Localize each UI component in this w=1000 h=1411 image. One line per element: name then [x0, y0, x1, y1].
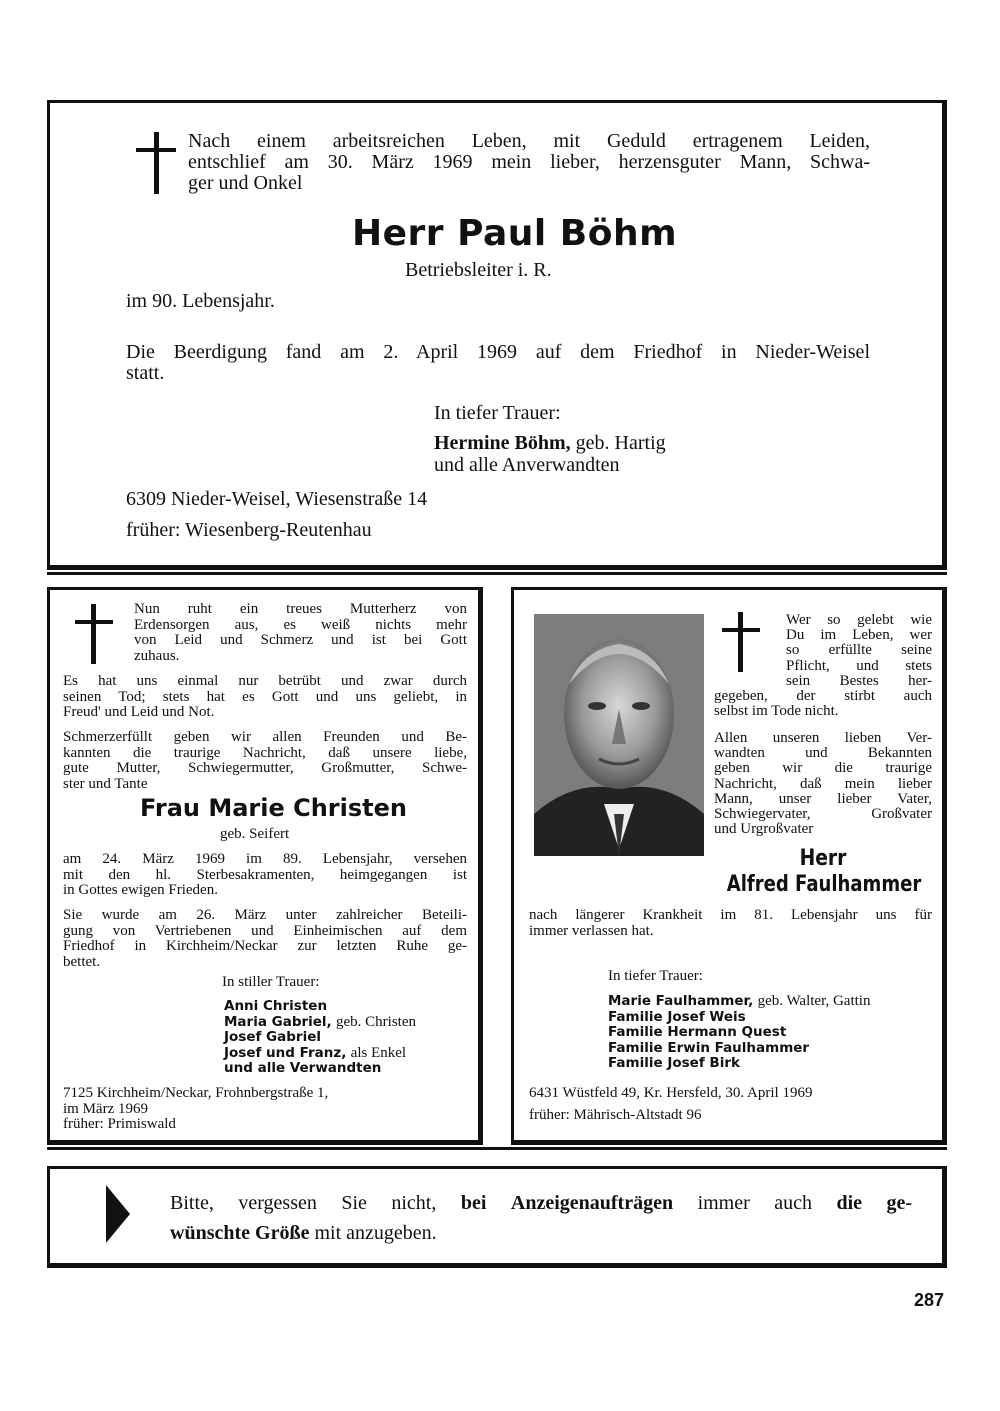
mourner-line: Hermine Böhm, geb. Hartig: [434, 432, 666, 454]
burial-text: Die Beerdigung fand am 2. April 1969 auf dem Friedhof in Nieder-Weisel statt.: [126, 341, 870, 384]
notice1-intro: Nach einem arbeitsreichen Leben, mit Geduld ertragenem Leiden, entschlief am 30. März 1969 mein lieber, herzensguter Mann, Schwa- ger und Onkel: [188, 130, 870, 194]
mourning-label: In tiefer Trauer:: [434, 402, 561, 424]
deceased-maiden-name: geb. Seifert: [220, 826, 290, 842]
reminder-text: Bitte, vergessen Sie nicht, bei Anzeigenaufträgen immer auch die ge- wünschte Größe mit anzugeben.: [170, 1192, 913, 1244]
deceased-name-prefix: Herr: [799, 846, 847, 871]
page-number: 287: [914, 1290, 945, 1310]
former-address: früher: Mährisch-Altstadt 96: [529, 1107, 702, 1123]
cross-icon: [136, 132, 176, 194]
mourner: Familie Erwin Faulhammer: [608, 1039, 810, 1056]
deceased-title: Betriebsleiter i. R.: [405, 259, 552, 281]
mourner-line-2: und alle Anverwandten: [434, 454, 620, 476]
notice2-paragraph-1: Es hat uns einmal nur betrübt und zwar durch seinen Tod; stets hat es Gott und uns geliebt, in Freud' und Leid und Not.: [63, 673, 467, 720]
notice2-paragraph-4: Sie wurde am 26. März unter zahlreicher Beteili- gung von Vertriebenen und Einheimischen auf dem Friedhof in Kirchheim/Neckar zur letzten Ruhe ge- bettet.: [63, 907, 467, 970]
notice3-poem-end: gegeben, der stirbt auch selbst im Tode nicht.: [714, 688, 932, 720]
notice2-paragraph-2: Schmerzerfüllt geben wir allen Freunden und Be- kannten die traurige Nachricht, daß unsere liebe, gute Mutter, Schwiegermutter, Großmutter, Schwe- ster und Tante: [63, 729, 467, 792]
mourner: Marie Faulhammer, geb. Walter, Gattin: [608, 993, 871, 1009]
deceased-name: Alfred Faulhammer: [726, 872, 922, 897]
portrait-photo: [534, 614, 704, 856]
divider: [47, 1147, 947, 1150]
mourning-label: In stiller Trauer:: [222, 974, 320, 990]
mourning-label: In tiefer Trauer:: [608, 968, 703, 984]
address: 6309 Nieder-Weisel, Wiesenstraße 14: [126, 488, 428, 510]
address: 6431 Wüstfeld 49, Kr. Hersfeld, 30. April 1969: [529, 1085, 813, 1101]
former-address: früher: Wiesenberg-Reutenhau: [126, 519, 372, 541]
mourner-list: [608, 994, 870, 1072]
notice3-poem: Wer so gelebt wie Du im Leben, wer so erfüllte seine Pflicht, und stets sein Bestes her-: [786, 612, 932, 689]
mourner: und alle Verwandten: [224, 1060, 382, 1076]
mourner: Familie Hermann Quest: [608, 1024, 787, 1040]
arrow-right-icon: [106, 1185, 130, 1243]
notice3-paragraph-2: nach längerer Krankheit im 81. Lebensjahr uns für immer verlassen hat.: [529, 907, 932, 939]
cross-icon: [722, 612, 760, 672]
mourner: Familie Josef Weis: [608, 1008, 746, 1025]
mourner: Josef Gabriel: [224, 1029, 321, 1045]
notice3-paragraph-1: Allen unseren lieben Ver- wandten und Bekannten geben wir die traurige Nachricht, daß mein lieber Mann, unser lieber Vater, Schwiegervater, Großvater und Urgroßvater: [714, 730, 932, 838]
deceased-age: im 90. Lebensjahr.: [126, 290, 275, 312]
cross-icon: [75, 604, 113, 664]
mourner: Familie Josef Birk: [608, 1055, 740, 1071]
notice2-paragraph-3: am 24. März 1969 im 89. Lebensjahr, versehen mit den hl. Sterbesakramenten, heimgegangen ist in Gottes ewigen Frieden.: [63, 851, 467, 898]
deceased-name: Herr Paul Böhm: [352, 213, 678, 254]
address: 7125 Kirchheim/Neckar, Frohnbergstraße 1, im März 1969 früher: Primiswald: [63, 1085, 329, 1132]
divider: [47, 572, 947, 575]
mourner: Maria Gabriel, geb. Christen: [224, 1013, 416, 1030]
mourner: Anni Christen: [224, 998, 328, 1014]
mourner-list: [224, 999, 416, 1077]
mourner: Josef und Franz, als Enkel: [224, 1044, 407, 1061]
deceased-name: Frau Marie Christen: [140, 794, 407, 822]
notice2-poem: Nun ruht ein treues Mutterherz von Erdensorgen aus, es weiß nichts mehr von Leid und Schmerz und ist bei Gott zuhaus.: [134, 601, 467, 664]
